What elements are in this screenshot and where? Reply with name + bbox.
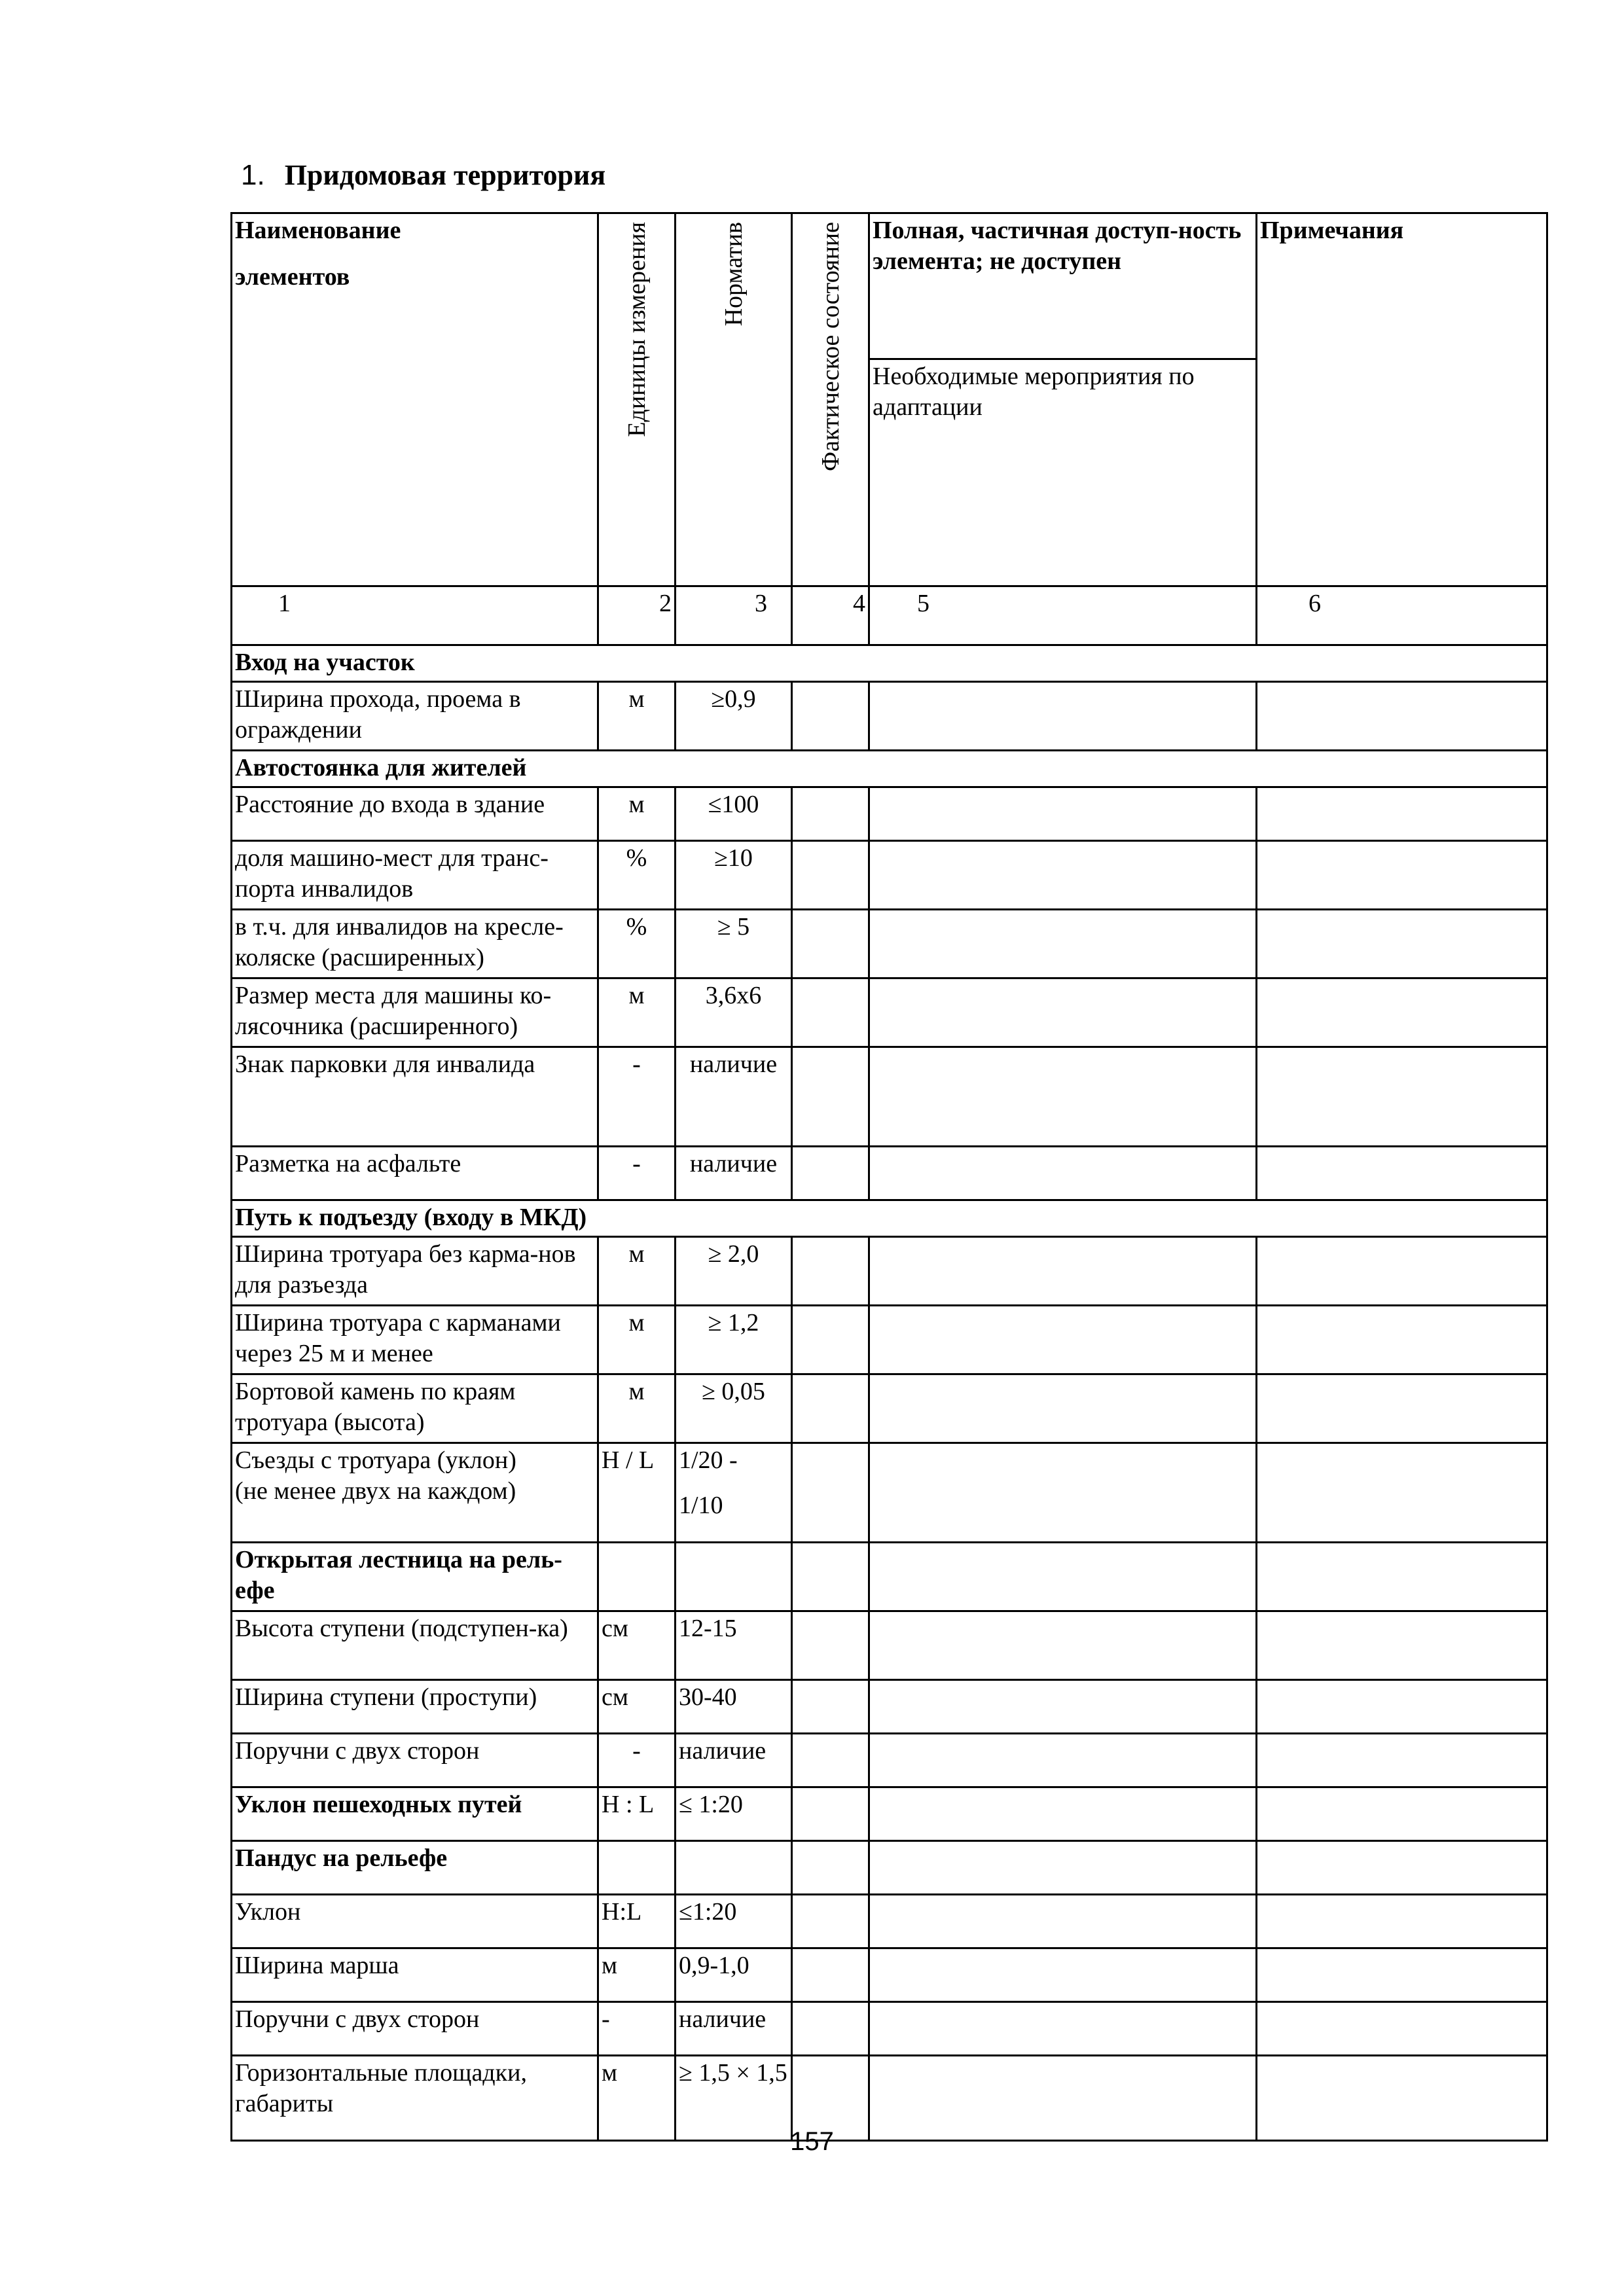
row-unit: H:L: [598, 1895, 676, 1948]
row-unit: %: [598, 841, 676, 910]
row-notes: [1257, 1787, 1547, 1841]
row-norm: ≥ 0,05: [676, 1374, 792, 1443]
table-row: [232, 1147, 1547, 1200]
row-name: Поручни с двух сторон: [232, 1734, 598, 1787]
table-row: [232, 2002, 1547, 2056]
row-measures: [869, 682, 1257, 751]
row-unit: м: [598, 682, 676, 751]
row-name: доля машино-мест для транс-порта инвалидов: [232, 841, 598, 910]
row-name: Ширина прохода, проема в ограждении: [232, 682, 598, 751]
table-row: [232, 1680, 1547, 1734]
colnum-5: 5: [869, 586, 1257, 645]
row-name: Открытая лестница на рель-ефе: [232, 1543, 598, 1611]
row-actual: [792, 1306, 869, 1374]
row-norm: ≤ 1:20: [676, 1787, 792, 1841]
row-notes: [1257, 1047, 1547, 1147]
row-actual: [792, 1895, 869, 1948]
row-notes: [1257, 1147, 1547, 1200]
row-measures: [869, 1611, 1257, 1680]
header-name-cell: [232, 213, 598, 586]
colnum-4: 4: [792, 586, 869, 645]
row-name: Размер места для машины ко-лясочника (расширенного): [232, 978, 598, 1047]
table-row: [232, 1948, 1547, 2002]
row-actual: [792, 1841, 869, 1895]
row-notes: [1257, 1237, 1547, 1306]
row-actual: [792, 1611, 869, 1680]
row-unit: см: [598, 1611, 676, 1680]
row-norm: ≥ 5: [676, 910, 792, 978]
row-actual: [792, 978, 869, 1047]
table-row: [232, 682, 1547, 751]
row-actual: [792, 1787, 869, 1841]
row-notes: [1257, 682, 1547, 751]
row-measures: [869, 1306, 1257, 1374]
row-unit: H : L: [598, 1787, 676, 1841]
row-actual: [792, 1948, 869, 2002]
row-norm: наличие: [676, 1147, 792, 1200]
row-notes: [1257, 1680, 1547, 1734]
row-notes: [1257, 2002, 1547, 2056]
row-norm: ≥ 1,5 × 1,5: [676, 2056, 792, 2141]
row-measures: [869, 1443, 1257, 1543]
header-name-line2: элементов: [235, 263, 350, 291]
row-actual: [792, 1680, 869, 1734]
group-row: [232, 1200, 1547, 1237]
row-norm: ≥ 2,0: [676, 1237, 792, 1306]
colnum-6: 6: [1257, 586, 1547, 645]
table-row: [232, 978, 1547, 1047]
table-row: [232, 1611, 1547, 1680]
section-title: Придомовая территория: [284, 159, 606, 191]
header-norm-cell: [676, 213, 792, 586]
row-name: Разметка на асфальте: [232, 1147, 598, 1200]
row-unit: [598, 1841, 676, 1895]
row-measures: [869, 787, 1257, 841]
row-norm: наличие: [676, 2002, 792, 2056]
row-name: Расстояние до входа в здание: [232, 787, 598, 841]
row-actual: [792, 2002, 869, 2056]
row-unit: -: [598, 1047, 676, 1147]
group-title: Автостоянка для жителей: [232, 751, 1547, 787]
table-row: [232, 1237, 1547, 1306]
row-norm-cell: [676, 1443, 792, 1543]
assessment-table: [230, 212, 1548, 2142]
row-measures: [869, 978, 1257, 1047]
row-actual: [792, 1443, 869, 1543]
row-notes: [1257, 841, 1547, 910]
row-measures: [869, 1948, 1257, 2002]
row-notes: [1257, 1948, 1547, 2002]
row-norm: наличие: [676, 1047, 792, 1147]
row-norm: ≥0,9: [676, 682, 792, 751]
group-title: Вход на участок: [232, 645, 1547, 682]
row-name: в т.ч. для инвалидов на кресле-коляске (расширенных): [232, 910, 598, 978]
row-unit: -: [598, 2002, 676, 2056]
row-unit: м: [598, 1374, 676, 1443]
table-row: [232, 787, 1547, 841]
row-name: Ширина ступени (проступи): [232, 1680, 598, 1734]
table-row: [232, 1443, 1547, 1543]
row-notes: [1257, 1895, 1547, 1948]
row-norm: 0,9-1,0: [676, 1948, 792, 2002]
group-row: [232, 645, 1547, 682]
group-row: [232, 751, 1547, 787]
row-measures: [869, 1374, 1257, 1443]
row-name: Знак парковки для инвалида: [232, 1047, 598, 1147]
row-unit: %: [598, 910, 676, 978]
table-row: [232, 1841, 1547, 1895]
header-actual: Фактическое состояние: [816, 222, 844, 472]
row-measures: [869, 1841, 1257, 1895]
row-norm: наличие: [676, 1734, 792, 1787]
header-norm: Норматив: [719, 222, 748, 327]
row-notes: [1257, 1734, 1547, 1787]
row-notes: [1257, 1374, 1547, 1443]
section-number: 1.: [241, 159, 265, 191]
group-title: Путь к подъезду (входу в МКД): [232, 1200, 1547, 1237]
row-notes: [1257, 1841, 1547, 1895]
row-name-line2: (не менее двух на каждом): [235, 1477, 516, 1505]
row-unit: м: [598, 787, 676, 841]
row-unit: м: [598, 2056, 676, 2141]
colnum-1: 1: [232, 586, 598, 645]
table-row: [232, 1047, 1547, 1147]
row-measures: [869, 2002, 1257, 2056]
row-name-cell: [232, 1443, 598, 1543]
header-units-cell: [598, 213, 676, 586]
table-row: [232, 910, 1547, 978]
row-measures: [869, 1147, 1257, 1200]
table-row: [232, 1895, 1547, 1948]
table-row: [232, 1734, 1547, 1787]
row-actual: [792, 1734, 869, 1787]
table-row: [232, 1374, 1547, 1443]
row-measures: [869, 1543, 1257, 1611]
table-row: [232, 1306, 1547, 1374]
row-norm: 3,6х6: [676, 978, 792, 1047]
row-norm-line2: 1/10: [679, 1492, 723, 1519]
header-actual-cell: [792, 213, 869, 586]
section-heading: [241, 157, 605, 194]
header-name-line1: Наименование: [235, 217, 401, 244]
row-name: Ширина тротуара с карманами через 25 м и менее: [232, 1306, 598, 1374]
header-units: Единицы измерения: [623, 222, 651, 437]
row-norm: ≤1:20: [676, 1895, 792, 1948]
row-norm: [676, 1841, 792, 1895]
row-actual: [792, 1147, 869, 1200]
page-number: 157: [790, 2127, 834, 2156]
row-actual: [792, 1374, 869, 1443]
colnum-2: 2: [598, 586, 676, 645]
row-actual: [792, 841, 869, 910]
table-row: [232, 1787, 1547, 1841]
row-actual: [792, 1047, 869, 1147]
header-notes: Примечания: [1257, 213, 1547, 586]
row-measures: [869, 1237, 1257, 1306]
row-measures: [869, 1787, 1257, 1841]
row-norm: [676, 1543, 792, 1611]
colnum-3: 3: [676, 586, 792, 645]
row-name: Горизонтальные площадки, габариты: [232, 2056, 598, 2141]
header-access: Полная, частичная доступ-ность элемента; не доступен: [869, 213, 1257, 359]
table-row: [232, 1543, 1547, 1611]
row-actual: [792, 910, 869, 978]
row-notes: [1257, 1543, 1547, 1611]
row-norm-line1: 1/20 -: [679, 1446, 738, 1474]
row-actual: [792, 682, 869, 751]
row-norm: ≤100: [676, 787, 792, 841]
column-numbers-row: [232, 586, 1547, 645]
row-notes: [1257, 978, 1547, 1047]
table-row: [232, 841, 1547, 910]
row-notes: [1257, 787, 1547, 841]
row-name: Бортовой камень по краям тротуара (высота): [232, 1374, 598, 1443]
row-actual: [792, 1543, 869, 1611]
header-row: [232, 213, 1547, 359]
row-unit: H / L: [598, 1443, 676, 1543]
row-name: Ширина марша: [232, 1948, 598, 2002]
row-norm: 12-15: [676, 1611, 792, 1680]
row-unit: м: [598, 978, 676, 1047]
row-actual: [792, 1237, 869, 1306]
row-unit: см: [598, 1680, 676, 1734]
row-unit: м: [598, 1948, 676, 2002]
row-unit: [598, 1543, 676, 1611]
row-notes: [1257, 910, 1547, 978]
row-unit: м: [598, 1306, 676, 1374]
header-measures: Необходимые мероприятия по адаптации: [869, 359, 1257, 586]
row-notes: [1257, 1306, 1547, 1374]
row-norm: 30-40: [676, 1680, 792, 1734]
row-unit: -: [598, 1734, 676, 1787]
row-measures: [869, 1895, 1257, 1948]
row-measures: [869, 1734, 1257, 1787]
row-name: Высота ступени (подступен-ка): [232, 1611, 598, 1680]
row-name: Уклон: [232, 1895, 598, 1948]
row-actual: [792, 787, 869, 841]
row-measures: [869, 841, 1257, 910]
row-unit: м: [598, 1237, 676, 1306]
row-measures: [869, 1047, 1257, 1147]
row-notes: [1257, 1611, 1547, 1680]
row-measures: [869, 1680, 1257, 1734]
row-name: Поручни с двух сторон: [232, 2002, 598, 2056]
row-name-line1: Съезды с тротуара (уклон): [235, 1446, 516, 1474]
row-norm: ≥10: [676, 841, 792, 910]
row-name: Ширина тротуара без карма-нов для разъезда: [232, 1237, 598, 1306]
row-unit: -: [598, 1147, 676, 1200]
row-measures: [869, 910, 1257, 978]
row-name: Уклон пешеходных путей: [232, 1787, 598, 1841]
row-notes: [1257, 1443, 1547, 1543]
row-name: Пандус на рельефе: [232, 1841, 598, 1895]
row-norm: ≥ 1,2: [676, 1306, 792, 1374]
